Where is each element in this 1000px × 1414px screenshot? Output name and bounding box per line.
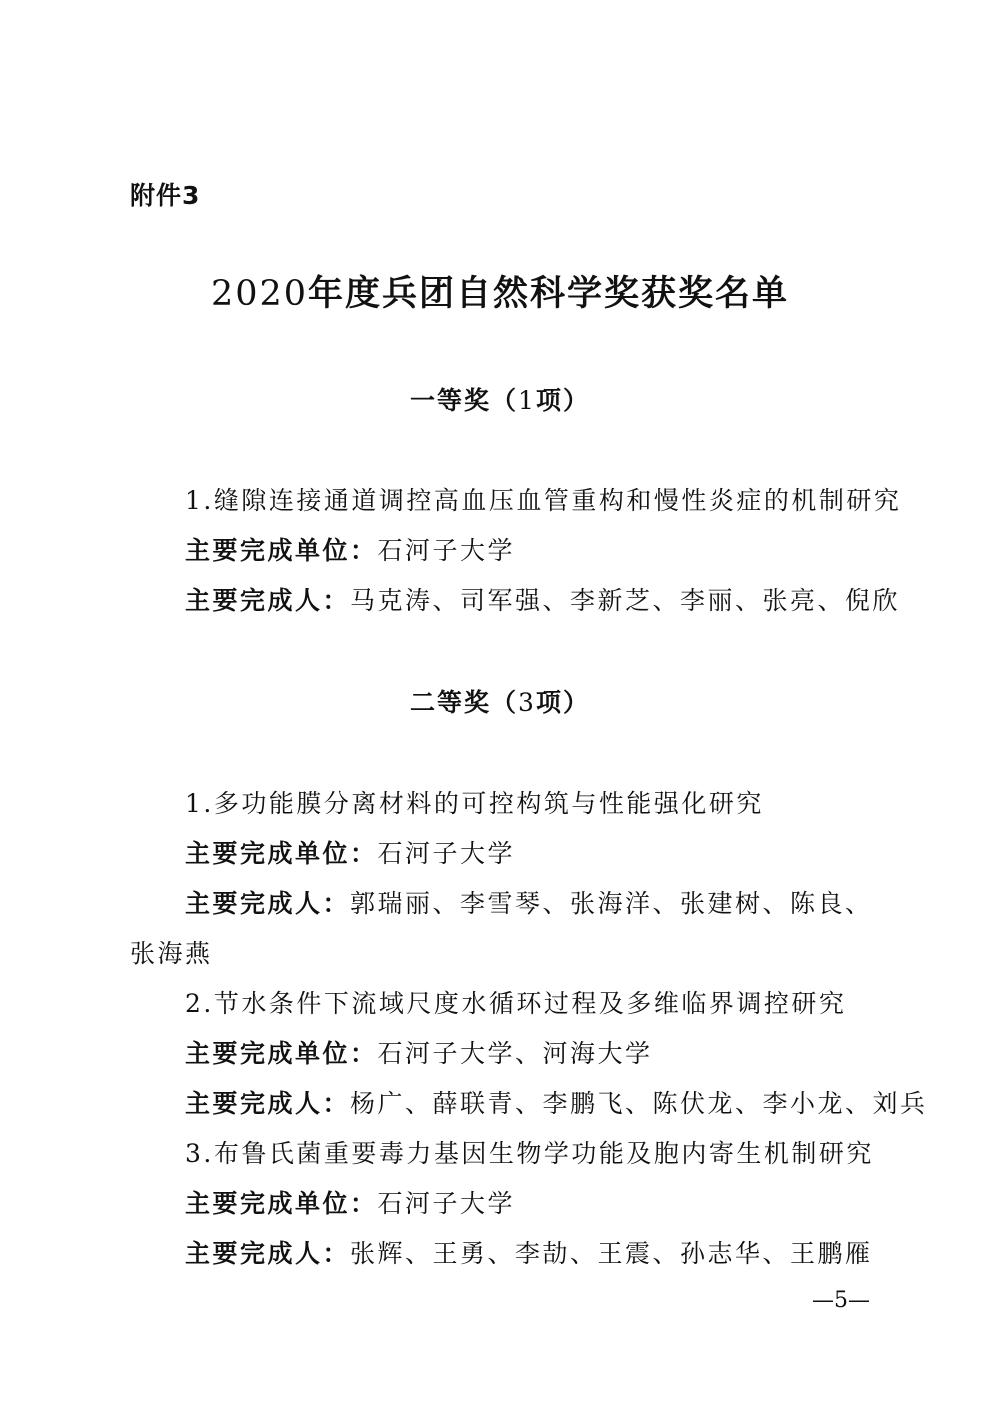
project-unit-line xyxy=(185,1034,653,1070)
project-title: 1.多功能膜分离材料的可控构筑与性能强化研究 xyxy=(185,789,764,818)
unit-label: 主要完成单位： xyxy=(185,536,378,565)
page-number: —5— xyxy=(812,1288,870,1313)
people-label: 主要完成人： xyxy=(185,1089,351,1118)
people-label: 主要完成人： xyxy=(185,889,351,918)
project-people-line xyxy=(185,1084,928,1120)
unit-label: 主要完成单位： xyxy=(185,839,378,868)
project-unit-line xyxy=(185,531,515,567)
project-people-line xyxy=(185,884,873,920)
document-title xyxy=(0,266,1000,316)
people-value: 马克涛、司军强、李新芝、李丽、张亮、倪欣 xyxy=(350,586,901,615)
project-title: 1.缝隙连接通道调控高血压血管重构和慢性炎症的机制研究 xyxy=(185,486,902,515)
people-label: 主要完成人： xyxy=(185,1239,351,1268)
heading-count: 1 xyxy=(518,386,536,415)
heading-suffix: 项） xyxy=(535,688,590,717)
unit-value: 石河子大学、河海大学 xyxy=(377,1039,653,1068)
project-title: 2.节水条件下流域尺度水循环过程及多维临界调控研究 xyxy=(185,989,847,1018)
people-value: 郭瑞丽、李雪琴、张海洋、张建树、陈良、 xyxy=(350,889,873,918)
project-title: 3.布鲁氏菌重要毒力基因生物学功能及胞内寄生机制研究 xyxy=(185,1139,874,1168)
people-value: 张辉、王勇、李劼、王震、孙志华、王鹏雁 xyxy=(350,1239,873,1268)
unit-label: 主要完成单位： xyxy=(185,1189,378,1218)
project-people-line xyxy=(185,1234,873,1270)
project-people-line xyxy=(185,581,900,617)
project-unit-line xyxy=(185,834,515,870)
heading-count: 3 xyxy=(518,688,536,717)
unit-value: 石河子大学 xyxy=(377,536,516,565)
attachment-label: 附件3 xyxy=(130,181,201,210)
heading-prefix: 二等奖（ xyxy=(410,688,519,717)
people-value: 杨广、薛联青、李鹏飞、陈伏龙、李小龙、刘兵 xyxy=(350,1089,928,1118)
project-people-continuation: 张海燕 xyxy=(130,939,213,968)
title-text: 年度兵团自然科学奖获奖名单 xyxy=(308,274,790,314)
project-unit-line xyxy=(185,1184,515,1220)
unit-label: 主要完成单位： xyxy=(185,1039,378,1068)
people-label: 主要完成人： xyxy=(185,586,351,615)
title-year: 2020 xyxy=(210,274,309,314)
heading-suffix: 项） xyxy=(535,386,590,415)
unit-value: 石河子大学 xyxy=(377,1189,516,1218)
section-heading-second-prize xyxy=(0,683,1000,719)
section-heading-first-prize xyxy=(0,381,1000,417)
unit-value: 石河子大学 xyxy=(377,839,516,868)
heading-prefix: 一等奖（ xyxy=(410,386,519,415)
